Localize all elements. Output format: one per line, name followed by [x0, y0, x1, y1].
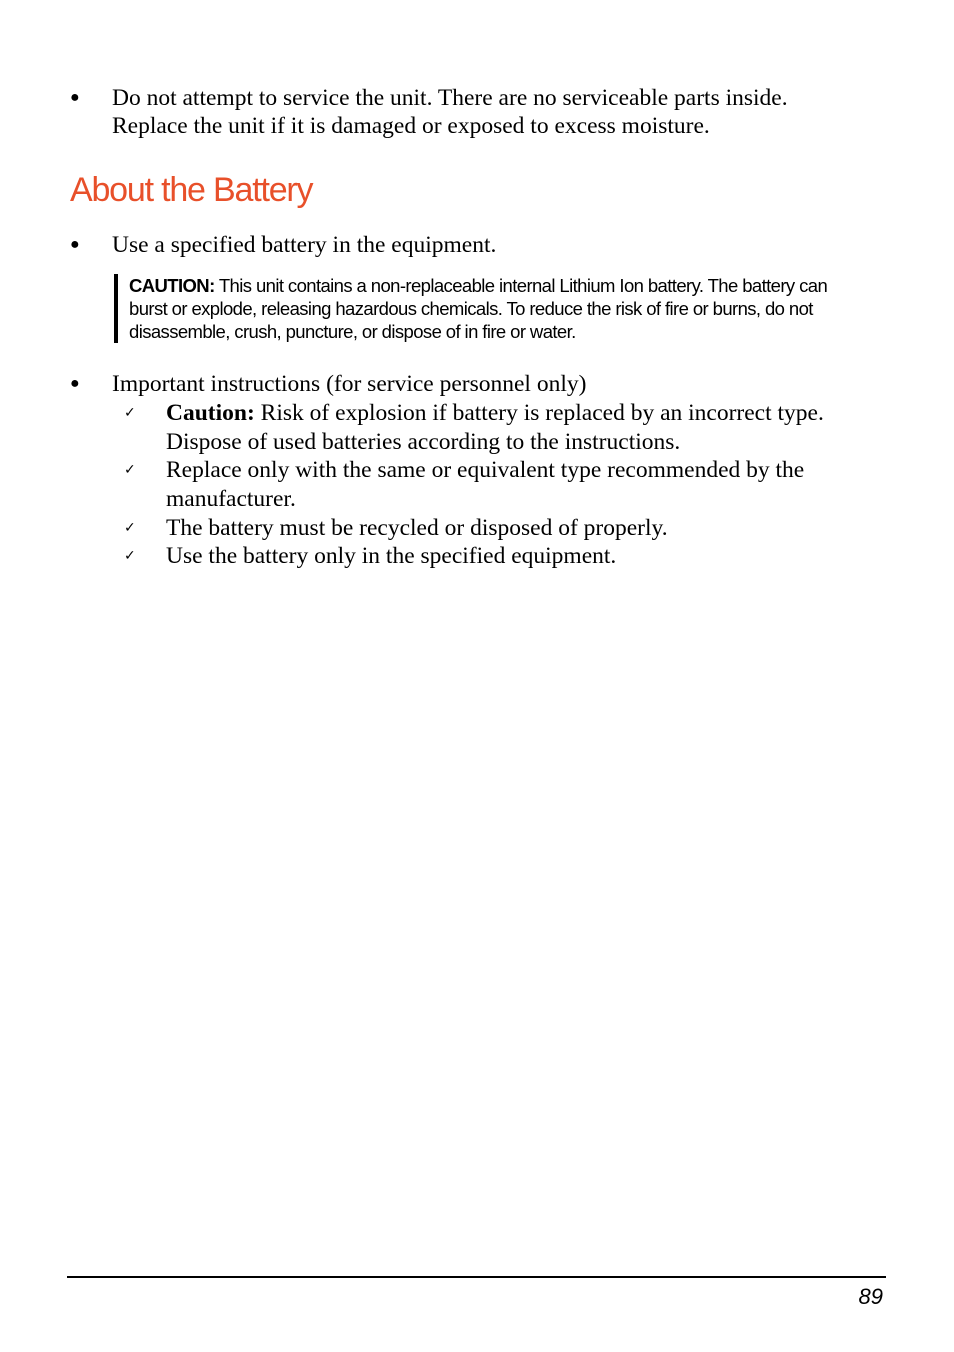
checklist-item-line: Replace only with the same or equivalent type recommended by the [166, 457, 805, 483]
checklist-item-line: Risk of explosion if battery is replaced by an incorrect type. [254, 400, 824, 426]
checklist-item-line: Use the battery only in the specified equipment. [166, 543, 617, 569]
checkmark-icon: ✓ [124, 520, 136, 536]
section-heading: About the Battery [70, 171, 313, 209]
list-item-line: Use a specified battery in the equipment. [112, 232, 497, 258]
checklist-item-text [166, 542, 896, 571]
bullet-icon: ● [70, 89, 80, 106]
checklist-item-line: Dispose of used batteries according to the instructions. [166, 428, 681, 455]
page-number: 89 [858, 1284, 883, 1309]
bullet-icon: ● [70, 375, 80, 392]
list-item-text [112, 84, 892, 140]
list-item-line: Do not attempt to service the unit. There are no serviceable parts inside. [112, 85, 788, 111]
caution-label: CAUTION: [129, 275, 215, 296]
caution-label: Caution: [166, 400, 255, 426]
checkmark-icon: ✓ [124, 405, 136, 421]
list-item-text [112, 370, 892, 398]
list-item-line: Important instructions (for service personnel only) [112, 371, 587, 397]
list-item-line: Replace the unit if it is damaged or exposed to excess moisture. [112, 113, 710, 139]
checkmark-icon: ✓ [124, 462, 136, 478]
caution-notice [114, 274, 889, 343]
checklist-item-line: The battery must be recycled or disposed of properly. [166, 515, 668, 541]
bullet-icon: ● [70, 236, 80, 253]
footer-divider [67, 1276, 886, 1278]
checklist-item-text [166, 456, 896, 513]
checkmark-icon: ✓ [124, 548, 136, 564]
checklist-item-line: manufacturer. [166, 485, 296, 512]
caution-text-line: This unit contains a non-replaceable internal Lithium Ion battery. The battery can [218, 275, 828, 296]
checklist-item-text [166, 399, 896, 456]
caution-text-line: burst or explode, releasing hazardous chemicals. To reduce the risk of fire or burns, do not [129, 298, 813, 319]
caution-text-line: disassemble, crush, puncture, or dispose of in fire or water. [129, 321, 576, 342]
list-item-text [112, 231, 892, 259]
checklist-item-text [166, 514, 896, 543]
